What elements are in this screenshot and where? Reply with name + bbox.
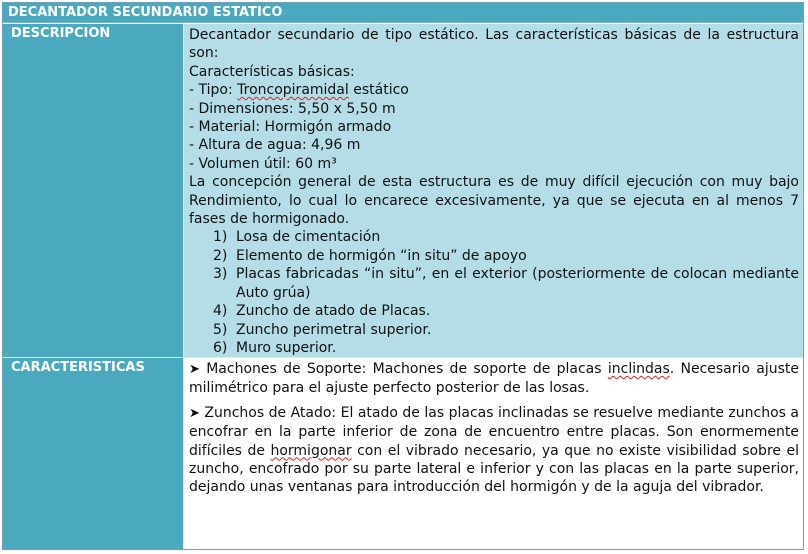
list-text: Zuncho de atado de Placas. <box>236 303 431 320</box>
zunchos-word: hormigonar <box>270 442 352 459</box>
list-text: Placas fabricadas “in situ”, en el exterior (posteriormente de colocan mediante Auto grúa) <box>236 266 799 301</box>
fases-list <box>189 228 799 357</box>
altura-line: - Altura de agua: 4,96 m <box>189 137 361 154</box>
list-item <box>189 265 799 302</box>
zunchos-text-b: con el vibrado necesario, ya que no existe visibilidad sobre el zuncho, encofrado por su parte lateral e inferior y con las placas en la parte superior, dejando unas ventanas para introducción del hormigón y de la aguja del vibrador. <box>189 442 799 496</box>
list-number: 3) <box>213 266 228 283</box>
arrow-bullet-icon: ➤ <box>189 362 200 377</box>
list-item <box>189 302 799 320</box>
concepcion-text: La concepción general de esta estructura es de muy difícil ejecución con muy bajo Rendimiento, lo cual lo encarece excesivamente, ya que se ejecuta en al menos 7 fases de hormigonado. <box>189 174 799 228</box>
list-item <box>189 247 799 265</box>
list-item <box>189 339 799 357</box>
list-number: 4) <box>213 303 228 320</box>
decantador-table <box>2 2 804 550</box>
tipo-line <box>189 81 799 99</box>
caracteristicas-content <box>184 358 803 549</box>
list-text: Zuncho perimetral superior. <box>236 321 432 338</box>
machones-text-a: Machones de Soporte: Machones de soporte de placas <box>206 361 608 377</box>
list-text: Elemento de hormigón “in situ” de apoyo <box>236 247 527 264</box>
volumen-line: - Volumen útil: 60 m³ <box>189 155 337 172</box>
descripcion-label: DESCRIPCION <box>3 24 183 357</box>
arrow-bullet-icon: ➤ <box>189 405 200 421</box>
intro-text: Decantador secundario de tipo estático. Las características básicas de la estructura son: <box>189 27 799 62</box>
zunchos-text-a: Zunchos de Atado: El atado de las placas inclinadas se resuelve mediante zunchos a encofrar en la parte inferior de zona de encuentro entre placas. Son enormemente difíciles de <box>189 404 799 459</box>
list-number: 1) <box>213 229 228 246</box>
machones-text-b: . Necesario ajuste milimétrico para el ajuste perfecto posterior de las losas. <box>189 361 800 397</box>
caracteristicas-label: CARACTERISTICAS <box>3 358 183 549</box>
dimensiones-line: - Dimensiones: 5,50 x 5,50 m <box>189 100 396 117</box>
list-text: Losa de cimentación <box>236 229 381 246</box>
list-number: 5) <box>213 321 228 338</box>
tipo-word: Troncopiramidal <box>237 82 349 99</box>
column-divider <box>183 24 184 549</box>
zunchos-item <box>189 404 799 497</box>
tipo-suffix: estático <box>348 82 409 99</box>
material-line: - Material: Hormigón armado <box>189 119 392 136</box>
machones-word: inclindas <box>607 361 670 377</box>
list-number: 6) <box>213 339 228 356</box>
tipo-prefix: - Tipo: <box>189 82 238 99</box>
list-number: 2) <box>213 247 228 264</box>
basic-header: Características básicas: <box>189 63 355 80</box>
list-text: Muro superior. <box>236 339 337 356</box>
machones-item <box>189 360 799 398</box>
list-item <box>189 321 799 339</box>
descripcion-content <box>184 24 803 357</box>
table-title: DECANTADOR SECUNDARIO ESTATICO <box>3 3 803 23</box>
list-item <box>189 228 799 246</box>
